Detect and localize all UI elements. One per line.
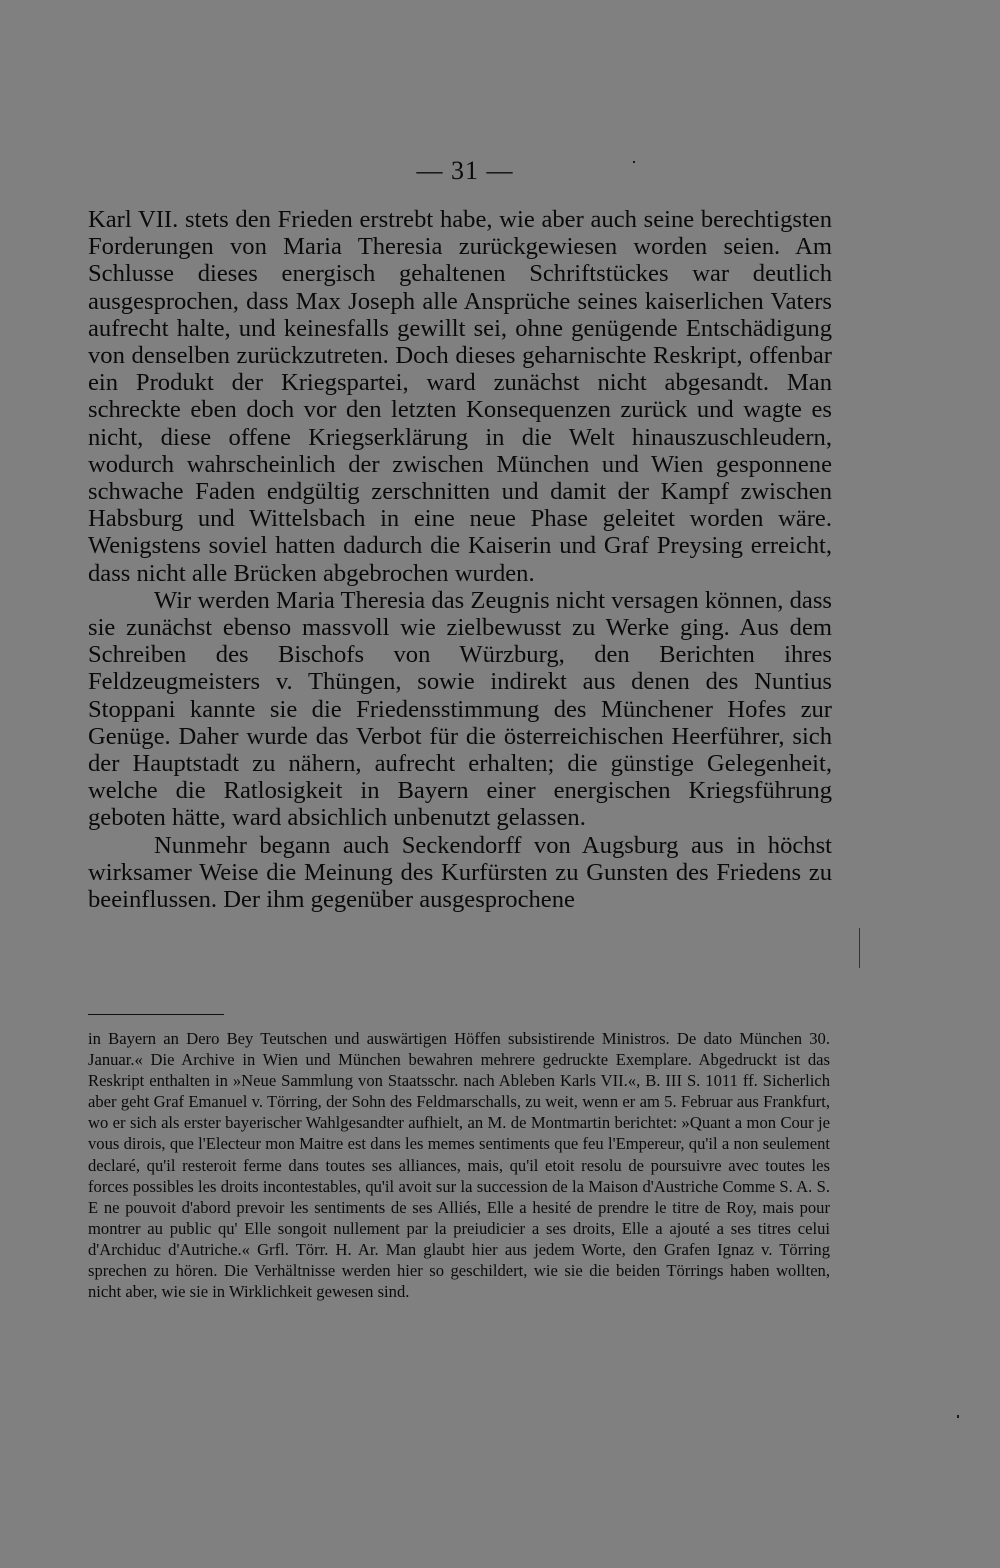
- scan-speck: [859, 928, 860, 968]
- scan-speck: [633, 161, 635, 163]
- scan-speck: [957, 1415, 959, 1418]
- footnote-divider: [88, 1014, 224, 1015]
- body-paragraph-1: Karl VII. stets den Frieden erstrebt habe, wie aber auch seine berechtigsten Forderungen von Maria Theresia zurückgewiesen worden seien. Am Schlusse dieses energisch gehaltenen Schriftstückes war deutlich ausgesprochen, dass Max Joseph alle Ansprüche seines kaiserlichen Vaters aufrecht halte, und keinesfalls gewillt sei, ohne genügende Entschädigung von denselben zurückzutreten. Doch dieses geharnischte Reskript, offenbar ein Produkt der Kriegspartei, ward zunächst nicht abgesandt. Man schreckte eben doch vor den letzten Konsequenzen zurück und wagte es nicht, diese offene Kriegserklärung in die Welt hinauszuschleudern, wodurch wahrscheinlich der zwischen München und Wien gesponnene schwache Faden endgültig zerschnitten und damit der Kampf zwischen Habsburg und Wittelsbach in eine neue Phase geleitet worden wäre. Wenigstens soviel hatten dadurch die Kaiserin und Graf Preysing erreicht, dass nicht alle Brücken abgebrochen wurden.: [88, 206, 832, 587]
- body-paragraph-3: Nunmehr begann auch Seckendorff von Augsburg aus in höchst wirksamer Weise die Meinung des Kurfürsten zu Gunsten des Friedens zu beeinflussen. Der ihm gegenüber ausgesprochene: [88, 831, 832, 914]
- body-paragraph-2: Wir werden Maria Theresia das Zeugnis nicht versagen können, dass sie zunächst ebenso massvoll wie zielbewusst zu Werke ging. Aus dem Schreiben des Bischofs von Würzburg, den Berichten ihres Feldzeugmeisters v. Thüngen, sowie indirekt aus denen des Nuntius Stoppani kannte sie die Friedensstimmung des Münchener Hofes zur Genüge. Daher wurde das Verbot für die österreichischen Heerführer, sich der Hauptstadt zu nähern, aufrecht erhalten; die günstige Gelegenheit, welche die Ratlosigkeit in Bayern einer energischen Kriegsführung geboten hätte, ward absichlich unbenutzt gelassen.: [88, 586, 832, 832]
- footnote: [88, 1028, 830, 1302]
- footnote-text: in Bayern an Dero Bey Teutschen und auswärtigen Höffen subsistirende Ministros. De dato München 30. Januar.« Die Archive in Wien und München bewahren mehrere gedruckte Exemplare. Abgedruckt ist das Reskript enthalten in »Neue Sammlung von Staatsschr. nach Ableben Karls VII.«, B. III S. 1011 ff. Sicherlich aber geht Graf Emanuel v. Törring, der Sohn des Feldmarschalls, zu weit, wenn er am 5. Februar aus Frankfurt, wo er sich als erster bayerischer Wahlgesandter aufhielt, an M. de Montmartin berichtet: »Quant a mon Cour je vous dirois, que l'Electeur mon Maitre est dans les memes sentiments que feu l'Empereur, qu'il a non seulement declaré, qu'il resteroit ferme dans toutes ses alliances, mais, qu'il etoit resolu de poursuivre avec toutes les forces possibles les droits incontestables, qu'il avoit sur la succession de la Maison d'Austriche Comme S. A. S. E ne pouvoit d'abord prevoir les sentiments de ses Alliés, Elle a hesité de prendre le titre de Roy, mais pour montrer au public qu' Elle songoit nullement par la preiudicier a ses droits, Elle a ajouté a ses titres celui d'Archiduc d'Autriche.« Grfl. Törr. H. Ar. Man glaubt hier aus jedem Worte, den Grafen Ignaz v. Törring sprechen zu hören. Die Verhältnisse werden hier so geschildert, wie sie die beiden Törrings haben wollten, nicht aber, wie sie in Wirklichkeit gewesen sind.: [88, 1029, 830, 1302]
- main-text: [88, 206, 832, 913]
- page-number: — 31 —: [416, 156, 514, 185]
